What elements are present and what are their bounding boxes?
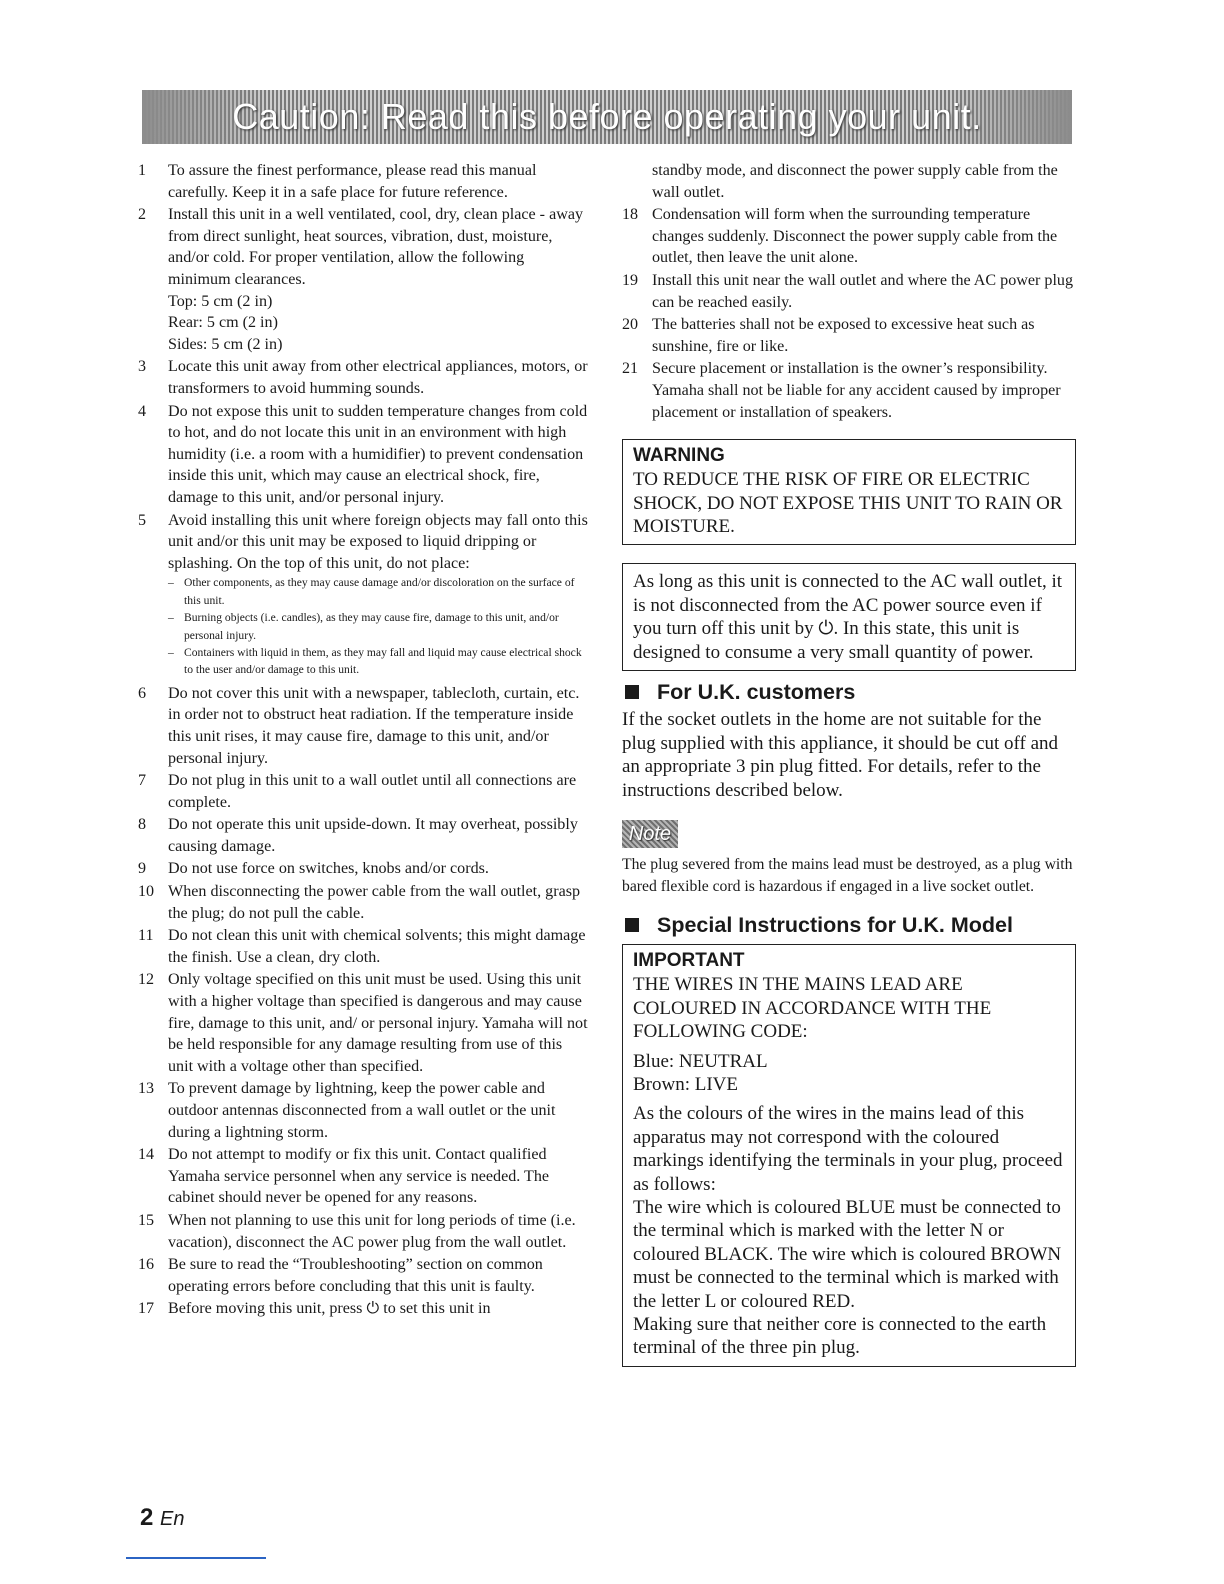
list-item: [138, 204, 590, 355]
item-number: 3: [138, 358, 147, 376]
sub-item-text: Burning objects (i.e. candles), as they may cause fire, damage to this unit, and/or personal injury.: [184, 611, 559, 642]
page-language: En: [160, 1508, 185, 1530]
item-text: Do not attempt to modify or fix this unit. Contact qualified Yamaha service personnel when any service is needed. The cabinet should never be opened for any reasons.: [168, 1146, 550, 1207]
list-item: [622, 204, 1076, 269]
list-item: [138, 160, 590, 203]
important-heading: IMPORTANT: [633, 950, 745, 972]
sub-list: [168, 574, 590, 678]
item-number: 21: [622, 360, 639, 378]
right-column: [622, 160, 1076, 1367]
item-number: 19: [622, 271, 639, 289]
item-number: 14: [138, 1146, 155, 1164]
item-text: Be sure to read the “Troubleshooting” section on common operating errors before concluding that this unit is faulty.: [168, 1256, 543, 1295]
item-text: Only voltage specified on this unit must be used. Using this unit with a higher voltage than specified is dangerous and may cause fire, damage to this unit, and/ or personal injury. Yamaha will not be held responsible for any damage resulting from use of this unit with a voltage other than specified.: [168, 971, 588, 1075]
code-line-brown: Brown: LIVE: [633, 1073, 739, 1095]
item-text: Locate this unit away from other electrical appliances, motors, or transformers to avoid humming sounds.: [168, 358, 588, 397]
item-number: 18: [622, 206, 639, 224]
list-item: [138, 925, 590, 968]
list-item: [138, 683, 590, 769]
item-number: 4: [138, 402, 147, 420]
warning-text: TO REDUCE THE RISK OF FIRE OR ELECTRIC SHOCK, DO NOT EXPOSE THIS UNIT TO RAIN OR MOISTURE.: [633, 469, 1063, 537]
item-text: Do not operate this unit upside-down. It may overheat, possibly causing damage.: [168, 816, 578, 855]
item-text: The batteries shall not be exposed to excessive heat such as sunshine, fire or like.: [652, 316, 1035, 355]
clearance-top: Top: 5 cm (2 in): [168, 292, 273, 310]
item-text: When not planning to use this unit for long periods of time (i.e. vacation), disconnect the AC power plug from the wall outlet.: [168, 1211, 576, 1251]
item-text: Install this unit in a well ventilated, cool, dry, clean place - away from direct sunlight, heat sources, vibration, dust, moisture, and/or cold. For proper ventilation, allow the following minimum clearances.: [168, 206, 584, 288]
item-text: standby mode, and disconnect the power supply cable from the wall outlet.: [652, 162, 1058, 201]
list-item: [622, 358, 1076, 423]
item-text: Do not plug in this unit to a wall outlet until all connections are complete.: [168, 772, 577, 811]
item-number: 10: [138, 883, 155, 901]
item-text: To prevent damage by lightning, keep the power cable and outdoor antennas disconnected from a wall outlet or the unit during a lightning storm.: [168, 1080, 556, 1141]
sub-list-item: – Containers with liquid in them, as they may fall and liquid may cause electrical shock to the user and/or damage to this unit.: [168, 645, 582, 677]
important-intro: THE WIRES IN THE MAINS LEAD ARE COLOURED IN ACCORDANCE WITH THE FOLLOWING CODE:: [633, 974, 992, 1043]
square-bullet-icon: [625, 918, 639, 932]
item-text: Do not use force on switches, knobs and/or cords.: [168, 860, 489, 878]
item-number: 15: [138, 1211, 155, 1229]
item-text: Do not clean this unit with chemical solvents; this might damage the finish. Use a clean, dry cloth.: [168, 927, 586, 966]
item-text: Before moving this unit, press ⏻ to set this unit in: [168, 1300, 491, 1318]
square-bullet-icon: [625, 685, 639, 699]
item-number: 12: [138, 971, 155, 989]
list-item: [138, 356, 590, 399]
item-text: Install this unit near the wall outlet and where the AC power plug can be reached easily.: [652, 271, 1074, 311]
uk-customers-title: For U.K. customers: [657, 679, 856, 704]
uk-customers-heading: [622, 679, 1076, 705]
list-item: [138, 401, 590, 509]
list-item: [138, 1144, 590, 1209]
clearance-sides: Sides: 5 cm (2 in): [168, 335, 283, 353]
list-item: [138, 1298, 590, 1320]
item-number: 11: [138, 927, 154, 945]
list-item: [138, 770, 590, 813]
item-text: Secure placement or installation is the owner’s responsibility. Yamaha shall not be liable for any accident caused by improper placement or installation of speakers.: [652, 360, 1061, 421]
caution-list: [138, 160, 590, 1320]
list-item: [138, 1254, 590, 1297]
sub-list-item: – Burning objects (i.e. candles), as they may cause fire, damage to this unit, and/or personal injury.: [168, 611, 559, 642]
item-number: 2: [138, 206, 147, 224]
page-title: Caution: Read this before operating your unit.: [232, 96, 982, 137]
standby-notice-box: [622, 563, 1076, 671]
uk-customers-text: If the socket outlets in the home are not suitable for the plug supplied with this appliance, it should be cut off and an appropriate 3 pin plug fitted. For details, refer to the instructions described below.: [622, 708, 1059, 801]
list-item: [138, 1078, 590, 1143]
list-item: [138, 881, 590, 924]
item-text: Condensation will form when the surrounding temperature changes suddenly. Disconnect the power supply cable from the outlet, then leave the unit alone.: [652, 206, 1058, 267]
important-paragraph-3: Making sure that neither core is connected to the earth terminal of the three pin plug.: [633, 1314, 1047, 1359]
caution-list-continued: [622, 160, 1076, 423]
special-instructions-title: Special Instructions for U.K. Model: [657, 913, 1013, 938]
warning-heading: WARNING: [633, 445, 725, 467]
item-number: 17: [138, 1300, 155, 1318]
item-number: 20: [622, 316, 639, 334]
footer-rule: [126, 1557, 266, 1559]
list-item: [622, 314, 1076, 357]
item-text: Avoid installing this unit where foreign objects may fall onto this unit and/or this unit may be exposed to liquid dripping or splashing. On the top of this unit, do not place:: [168, 511, 588, 572]
item-text: Do not cover this unit with a newspaper, tablecloth, curtain, etc. in order not to obstruct heat radiation. If the temperature inside this unit rises, it may cause fire, damage to this unit, and/or personal injury.: [168, 684, 580, 767]
item-text: To assure the finest performance, please read this manual carefully. Keep it in a safe place for future reference.: [168, 162, 537, 201]
sub-list-item: – Other components, as they may cause damage and/or discoloration on the surface of this unit.: [168, 576, 575, 607]
item-number: 1: [138, 162, 147, 179]
list-item: [138, 814, 590, 857]
item-number: 5: [138, 511, 147, 529]
list-item: [138, 510, 590, 679]
list-item-continuation: [622, 160, 1076, 203]
list-item: [622, 270, 1076, 313]
page-number: [140, 1504, 185, 1532]
item-number: 6: [138, 684, 147, 702]
note-badge: Note: [622, 820, 678, 848]
clearance-rear: Rear: 5 cm (2 in): [168, 314, 278, 332]
item-number: 8: [138, 816, 147, 834]
left-column: [138, 160, 590, 1321]
item-text: Do not expose this unit to sudden temperature changes from cold to hot, and do not locate this unit in an environment with high humidity (i.e. a room with a humidifier) to prevent condensation inside this unit, which may cause an electrical shock, fire, damage to this unit, and/or personal injury.: [168, 402, 588, 506]
important-box: [622, 944, 1076, 1367]
item-number: 9: [138, 860, 147, 878]
code-line-blue: Blue: NEUTRAL: [633, 1050, 768, 1072]
note-text: The plug severed from the mains lead must be destroyed, as a plug with bared flexible cord is hazardous if engaged in a live socket outlet.: [622, 856, 1073, 896]
page-number-value: 2: [140, 1504, 154, 1531]
important-paragraph: As the colours of the wires in the mains lead of this apparatus may not correspond with the coloured markings identifying the terminals in your plug, proceed as follows:: [633, 1103, 1063, 1195]
standby-notice-text: As long as this unit is connected to the AC wall outlet, it is not disconnected from the AC power source even if you turn off this unit by ⏻. In this state, this unit is designed to consume a very small quantity of power.: [633, 571, 1063, 663]
item-number: 7: [138, 772, 147, 790]
item-text: When disconnecting the power cable from the wall outlet, grasp the plug; do not pull the cable.: [168, 883, 581, 922]
item-number: 13: [138, 1080, 155, 1098]
title-banner: [142, 90, 1072, 144]
item-number: 16: [138, 1256, 155, 1274]
list-item: [138, 1210, 590, 1253]
important-paragraph-2: The wire which is coloured BLUE must be connected to the terminal which is marked with the letter N or coloured BLACK. The wire which is coloured BROWN must be connected to the terminal which is marked with the letter L or coloured RED.: [633, 1197, 1062, 1312]
sub-item-text: Containers with liquid in them, as they may fall and liquid may cause electrical shock to the user and/or damage to this unit.: [184, 645, 582, 677]
list-item: [138, 969, 590, 1077]
sub-item-text: Other components, as they may cause damage and/or discoloration on the surface of this unit.: [184, 576, 575, 607]
warning-box: [622, 439, 1076, 545]
list-item: [138, 858, 590, 880]
special-instructions-heading: [622, 912, 1076, 938]
